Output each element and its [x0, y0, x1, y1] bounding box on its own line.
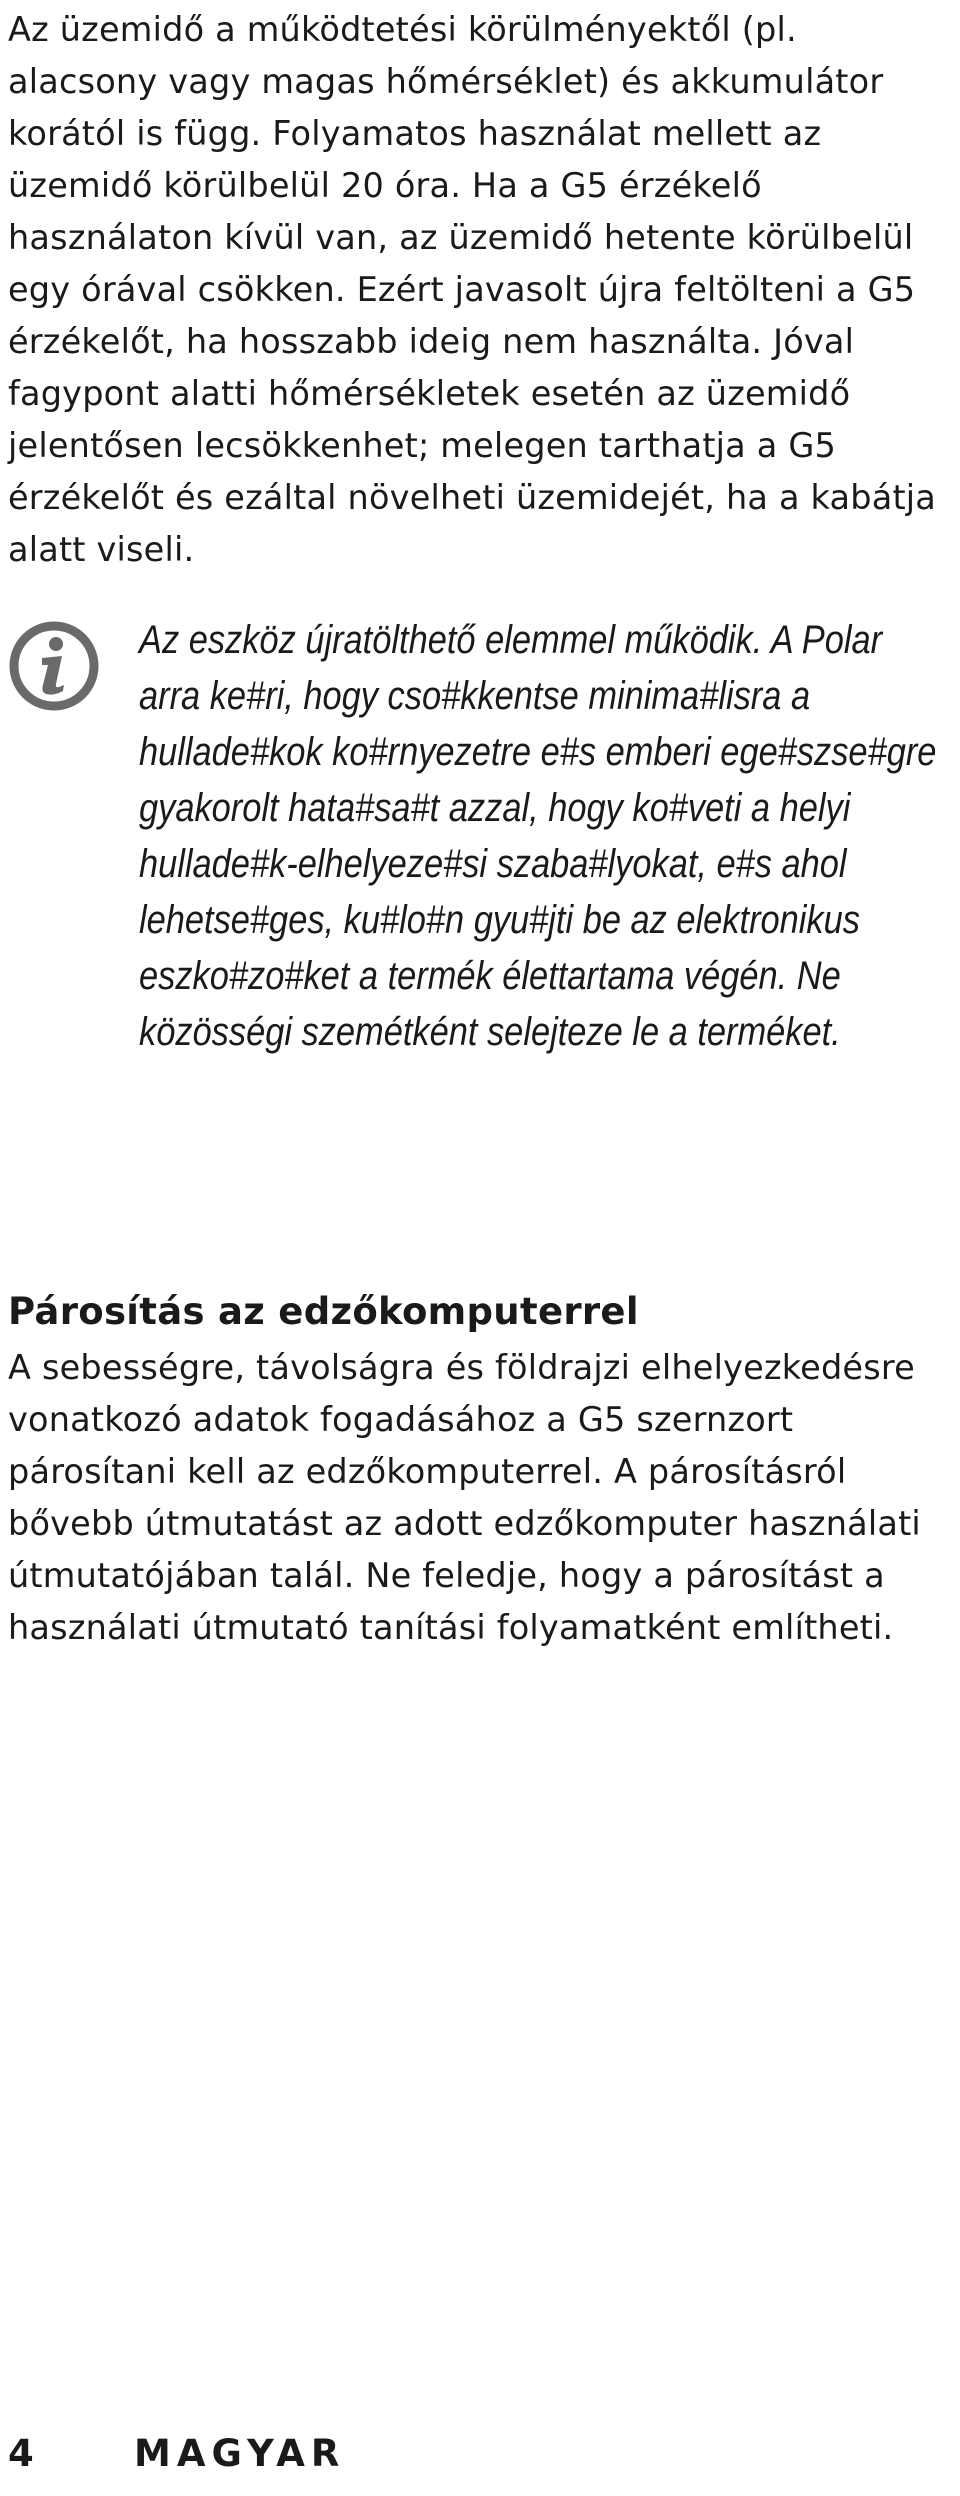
- recycling-notice: [8, 612, 948, 1252]
- page-number: 4: [8, 2432, 34, 2475]
- pairing-section-body: A sebességre, távolságra és földrajzi elhelyezkedésre vonatkozó adatok fogadásához a G5 szernzort párosítani kell az edzőkomputerrel. A párosításról bővebb útmutatást az adott edzőkomputer használati útmutatójában talál. Ne feledje, hogy a párosítást a használati útmutató tanítási folyamatként említheti.: [8, 1348, 921, 1647]
- page-footer: [8, 2428, 608, 2480]
- language-label: MAGYAR: [134, 2432, 346, 2475]
- pairing-section-title: Párosítás az edzőkomputerrel: [8, 1290, 639, 1333]
- battery-runtime-paragraph: Az üzemidő a működtetési körülményektől (pl. alacsony vagy magas hőmérséklet) és akkumulátor korától is függ. Folyamatos használat mellett az üzemidő körülbelül 20 óra. Ha a G5 érzékelő használaton kívül van, az üzemidő hetente körülbelül egy órával csökken. Ezért javasolt újra feltölteni a G5 érzékelőt, ha hosszabb ideig nem használta. Jóval fagypont alatti hőmérsékletek esetén az üzemidő jelentősen lecsökkenhet; melegen tarthatja a G5 érzékelőt és ezáltal növelheti üzemidejét, ha a kabátja alatt viseli.: [8, 10, 937, 569]
- info-icon: [8, 620, 100, 712]
- recycling-notice-text: Az eszköz újratölthető elemmel működik. A Polar arra ke#ri, hogy cso#kkentse minima#lisra a hullade#kok ko#rnyezetre e#s emberi ege#szse#gre gyakorolt hata#sa#t azzal, hogy ko#veti a helyi hullade#k-elhelyeze#si szaba#lyokat, e#s ahol lehetse#ges, ku#lo#n gyu#jti be az elektronikus eszko#zo#ket a termék élettartama végén. Ne közösségi szemétként selejteze le a terméket.: [139, 618, 937, 1054]
